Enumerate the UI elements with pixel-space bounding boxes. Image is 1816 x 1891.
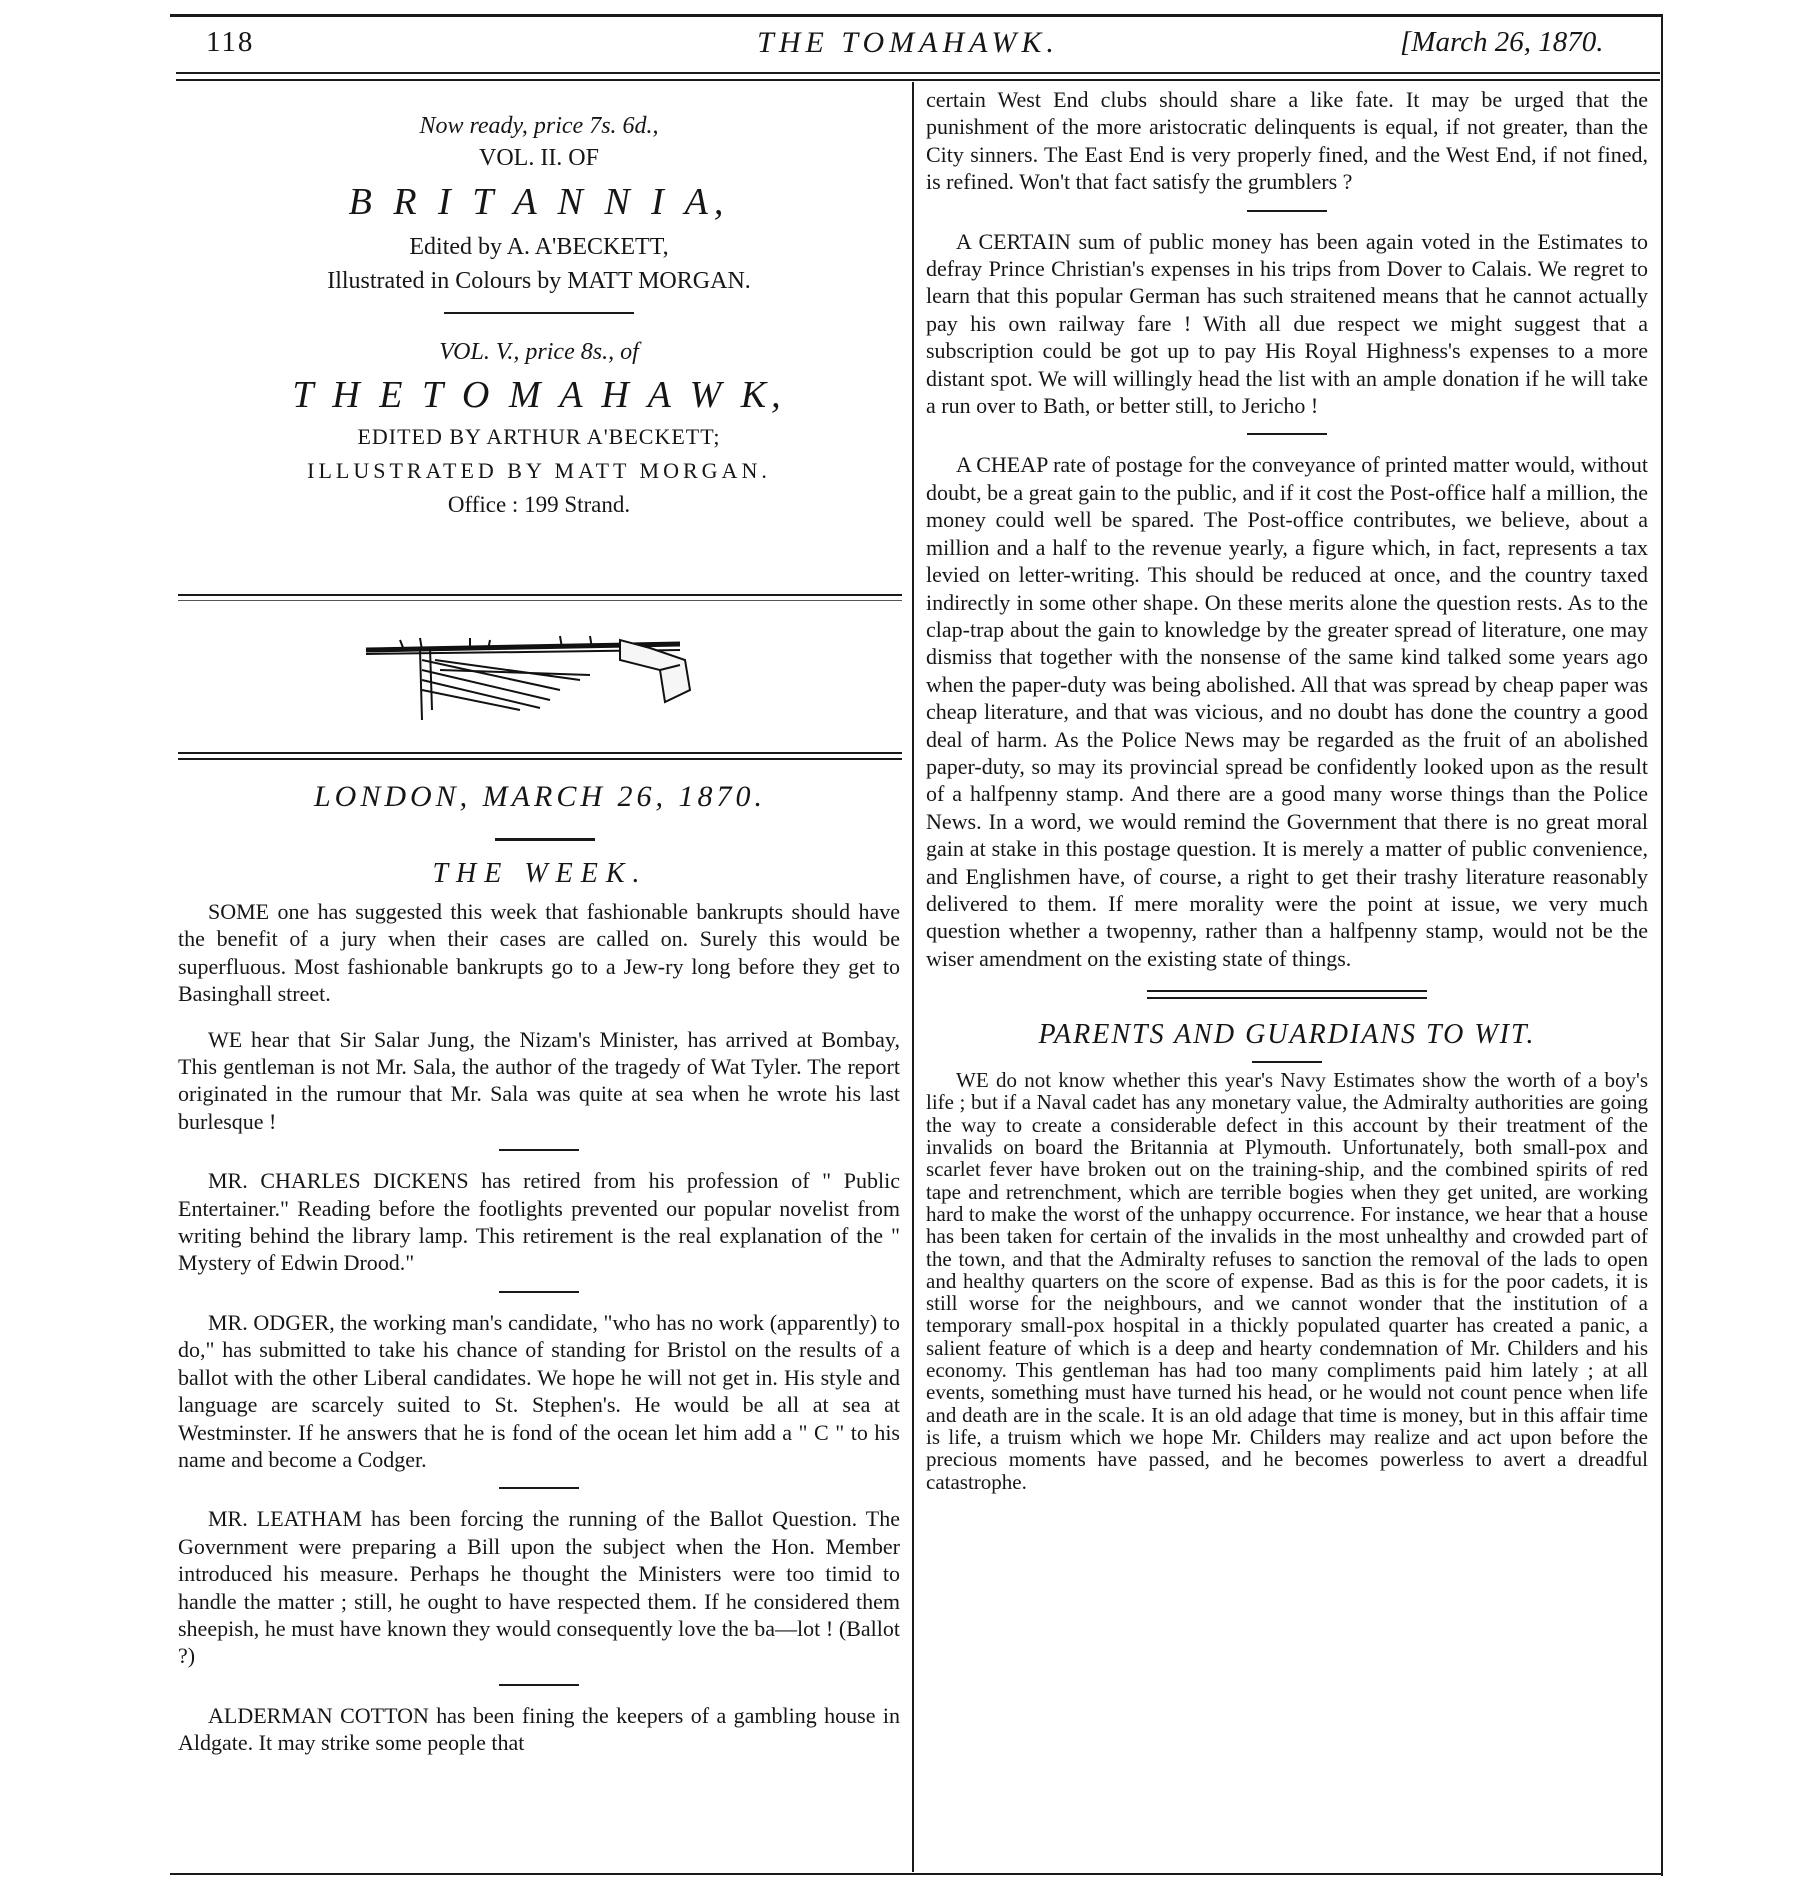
paragraph-leatham: MR. LEATHAM has been forcing the running of the Ballot Question. The Government were preparing a Bill upon the subject when the Hon. Member introduced his measure. Perhaps he thought the Ministers were too timid to handle the matter ; still, he ought to have respected them. If he considered them sheepish, he must have known they would consequently love the ba—lot ! (Ballot ?) (178, 1506, 900, 1669)
header-rule-top (176, 72, 1660, 74)
page-number: 118 (206, 26, 255, 58)
paragraph-postage: A CHEAP rate of postage for the conveyance of printed matter would, without doubt, be a great gain to the public, and if it cost the Post-office half a million, the money could well be spared. The Post-office contributes, we believe, about a million and a half to the revenue yearly, a figure which, in fact, represents a tax levied on letter-writing. This should be reduced at once, and the country taxed indirectly in some other shape. On these merits alone the question rests. As to the clap-trap about the gain to knowledge by the greater spread of literature, one may dismiss that together with the nonsense of the same kind talked some years ago when the paper-duty was being abolished. All that was spread by cheap paper was cheap literature, and that was vicious, and no doubt has done the country a good deal of harm. As the Police News may be regarded as the fruit of an abolished paper-duty, so may its provincial spread be confidently looked upon as the result of a halfpenny stamp. And there are a good many worse things than the Police News. In a word, we would remind the Government that there is no great moral gain at stake in this postage question. It is merely a matter of public convenience, and Englishmen have, of course, a right to get their trashy literature reasonably delivered to them. If mere morality were the point at issue, we very much question whether a twopenny, rather than a halfpenny stamp, would not be the wiser amendment on the existing state of things. (926, 452, 1648, 971)
ad-tomahawk-price-line: VOL. V., price 8s., of (439, 339, 639, 365)
heading-rule (1252, 1061, 1322, 1063)
separator (499, 1291, 579, 1293)
left-column-body (178, 898, 900, 1757)
bottom-border (170, 1873, 1662, 1875)
column-divider (912, 82, 914, 1872)
right-column-body (926, 86, 1648, 1493)
ad-britannia-title: B R I T A N N I A, (348, 181, 730, 223)
separator (1247, 433, 1327, 435)
section-double-rule (1147, 990, 1427, 999)
illustration-bottom-rule-2 (178, 758, 902, 760)
paragraph-salar-jung: WE hear that Sir Salar Jung, the Nizam's Minister, has arrived at Bombay, This gentleman is not Mr. Sala, the author of the tragedy of Wat Tyler. The report originated in the rumour that Mr. Sala was quite at sea when he wrote his last burlesque ! (178, 1026, 900, 1134)
ad-office-address: Office : 199 Strand. (447, 492, 631, 517)
issue-date: [March 26, 1870. (1400, 26, 1604, 58)
page-title: THE TOMAHAWK. (757, 26, 1059, 59)
illustration-bottom-rule (178, 752, 902, 754)
ad-illustrator-line: Illustrated in Colours by MATT MORGAN. (327, 268, 751, 294)
paragraph-prince-christian: A CERTAIN sum of public money has been again voted in the Estimates to defray Prince Christian's expenses in his trips from Dover to Calais. We regret to learn that this popular German has such straitened means that he cannot actually pay his own railway fare ! With all due respect we might suggest that a subscription could be got up to pay His Royal Highness's expenses to a more distant spot. We will willingly head the list with an ample donation if he will take a run over to Bath, or better still, to Jericho ! (926, 228, 1648, 419)
dateline: LONDON, MARCH 26, 1870. (313, 780, 766, 813)
ad-tomahawk-editor: EDITED BY ARTHUR A'BECKETT; (357, 424, 721, 449)
paragraph-cotton: ALDERMAN COTTON has been fining the keepers of a gambling house in Aldgate. It may strike some people that (178, 1702, 900, 1756)
ad-editor-line: Edited by A. A'BECKETT, (409, 234, 669, 260)
ad-price-line: Now ready, price 7s. 6d., (419, 113, 659, 139)
separator (499, 1684, 579, 1686)
separator (499, 1149, 579, 1151)
paragraph-navy-estimates: WE do not know whether this year's Navy Estimates show the worth of a boy's life ; but if a Naval cadet has any monetary value, the Admiralty authorities are going the way to create a considerable defect in this account by their treatment of the invalids on board the Britannia at Plymouth. Unfortunately, both small-pox and scarlet fever have broken out on the training-ship, and the combined spirits of red tape and retrenchment, which are terrible bogies when they get united, are working hard to make the worst of the unhappy occurrence. For instance, we hear that a house has been taken for certain of the invalids in the most unhealthy and crowded part of the town, and that the Admiralty refuses to sanction the removal of the lads to open and healthy quarters on the score of expense. Bad as this is for the poor cadets, it is still worse for the neighbours, and we cannot wonder that the institution of a temporary small-pox hospital in a thickly populated quarter has created a panic, a salient feature of which is a deep and hearty condemnation of Mr. Childers and his economy. This gentleman has had too many compliments paid him lately ; at all events, something must have turned his head, or he would not count pence when life and death are in the scale. It is an old adage that time is money, but in this affair time is life, a truism which we hope Mr. Childers may realize and act upon before the precious moments have passed, and he becomes powerless to avert a dreadful catastrophe. (926, 1068, 1648, 1494)
dateline-rule (495, 838, 595, 841)
header-rule-bottom (176, 79, 1660, 81)
parents-guardians-heading: PARENTS AND GUARDIANS TO WIT. (1038, 1019, 1536, 1051)
week-heading: THE WEEK. (432, 858, 648, 889)
right-border (1661, 14, 1663, 1876)
tomahawk-illustration (360, 620, 720, 730)
separator (499, 1487, 579, 1489)
ad-bottom-rule-dashed (178, 600, 902, 601)
advertisement (178, 110, 900, 522)
paragraph-bankrupts: SOME one has suggested this week that fashionable bankrupts should have the benefit of a jury when their cases are called on. Surely this would be superfluous. Most fashionable bankrupts go to a Jew-ry long before they get to Basinghall street. (178, 899, 900, 1007)
top-border (170, 14, 1662, 17)
ad-bottom-rule (178, 594, 902, 596)
paragraph-odger: MR. ODGER, the working man's candidate, "who has no work (apparently) to do," has submitted to take his chance of standing for Bristol on the results of a ballot with the other Liberal candidates. We hope he will not get in. His style and language are scarcely suited to St. Stephen's. He would be all at sea at Westminster. If he answers that he is fond of the ocean let him add a " C " to his name and become a Codger. (178, 1309, 900, 1472)
paragraph-west-end: certain West End clubs should share a like fate. It may be urged that the punishment of the more aristocratic delinquents is equal, if not greater, than the City sinners. The East End is very properly fined, and the West End, if not fined, is refined. Won't that fact satisfy the grumblers ? (926, 87, 1648, 195)
paragraph-dickens: MR. CHARLES DICKENS has retired from his profession of " Public Entertainer." Reading before the footlights prevented our popular novelist from writing behind the library lamp. This retirement is the real explanation of the " Mystery of Edwin Drood." (178, 1168, 900, 1276)
ad-tomahawk-title: T H E T O M A H A W K, (292, 374, 786, 416)
separator (1247, 210, 1327, 212)
ad-volume-line: VOL. II. OF (479, 145, 599, 171)
ad-tomahawk-illustrator: ILLUSTRATED BY MATT MORGAN. (307, 458, 771, 483)
ad-separator (444, 312, 634, 314)
